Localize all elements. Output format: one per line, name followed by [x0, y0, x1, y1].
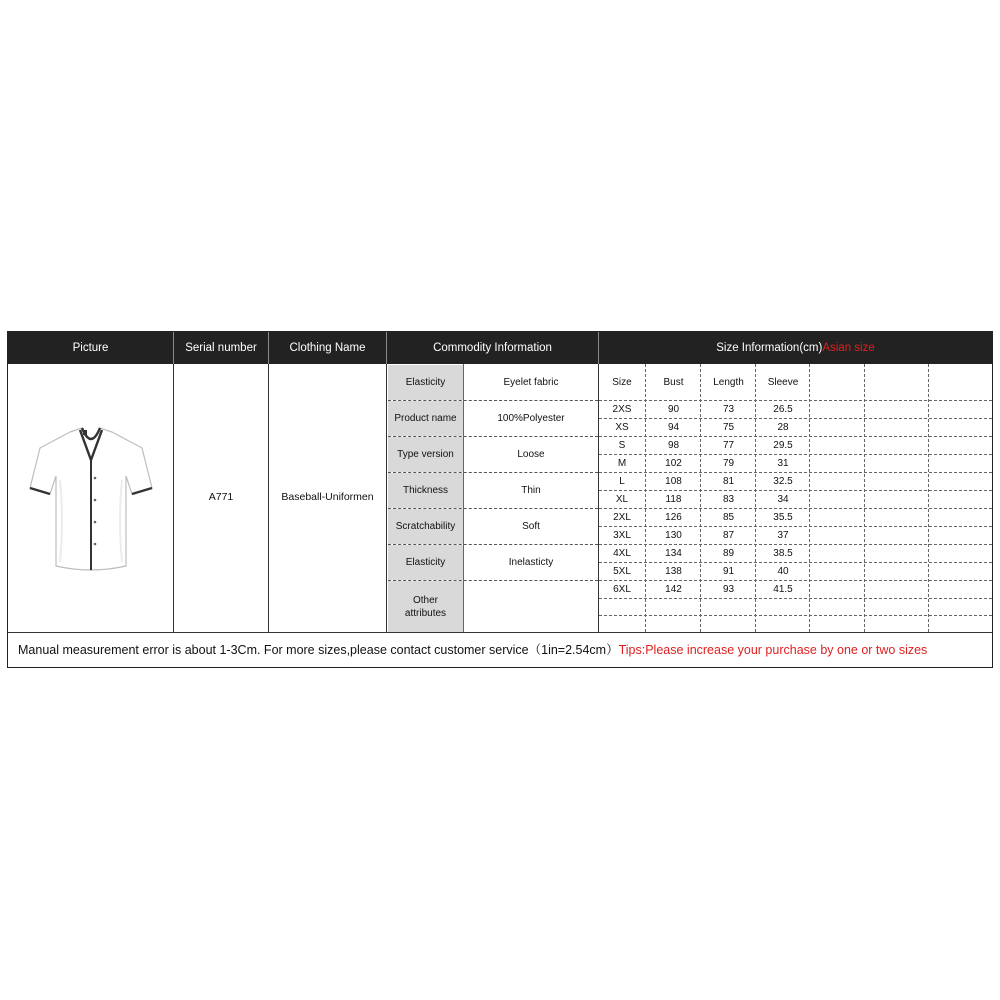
size-tip: Tips:Please increase your purchase by one or two sizes: [618, 643, 928, 657]
commodity-value: Eyelet fabric: [503, 377, 559, 388]
white-baseball-jersey-icon: [20, 420, 162, 580]
sleeve-cell: 40: [777, 566, 789, 577]
sleeve-cell: 31: [777, 458, 789, 469]
commodity-label: Product name: [388, 401, 463, 436]
commodity-value: Loose: [517, 449, 545, 460]
sleeve-cell: 34: [777, 494, 789, 505]
header-clothing-name: Clothing Name: [289, 342, 366, 354]
length-cell: 75: [722, 422, 735, 433]
size-table-row: [599, 581, 992, 599]
length-cell: 89: [722, 548, 735, 559]
bust-cell: 142: [665, 584, 682, 595]
size-table-row: [599, 401, 992, 419]
size-table-header: [599, 365, 992, 400]
size-column-header: Size: [612, 377, 632, 388]
size-table-row: [599, 509, 992, 527]
length-cell: 81: [722, 476, 735, 487]
size-cell: XL: [615, 494, 629, 505]
table-header: [8, 332, 992, 364]
length-cell: 91: [722, 566, 735, 577]
header-commodity-information: Commodity Information: [433, 342, 552, 354]
bust-cell: 98: [667, 440, 680, 451]
sleeve-cell: 37: [777, 530, 789, 541]
clothing-name-value: Baseball-Uniformen: [281, 491, 374, 503]
sleeve-column-header: Sleeve: [767, 377, 799, 388]
size-cell: 5XL: [613, 566, 631, 577]
commodity-value: Inelasticty: [508, 557, 554, 568]
size-table-row: [599, 545, 992, 563]
bust-column-header: Bust: [663, 377, 684, 388]
bust-cell: 94: [667, 422, 680, 433]
bust-cell: 138: [665, 566, 682, 577]
commodity-label: Scratchability: [388, 509, 463, 544]
sleeve-cell: 28: [777, 422, 789, 433]
size-cell: S: [618, 440, 626, 451]
size-table-row: [599, 419, 992, 437]
length-cell: 85: [722, 512, 735, 523]
header-picture: Picture: [72, 342, 109, 354]
length-cell: 77: [722, 440, 735, 451]
header-size-information: [599, 332, 992, 364]
size-information-title: Size Information(cm): [716, 342, 823, 354]
serial-number-value: A771: [208, 491, 234, 503]
length-column-header: Length: [713, 377, 744, 388]
size-table-row: [599, 473, 992, 491]
size-cell: 3XL: [613, 530, 631, 541]
product-image: [20, 420, 162, 580]
measurement-error-text: Manual measurement error is about 1-3Cm. For more sizes,please contact customer service（1in=2.54cm）: [18, 643, 619, 657]
size-cell: 6XL: [613, 584, 631, 595]
size-cell: XS: [615, 422, 629, 433]
size-table-row: [599, 437, 992, 455]
bust-cell: 90: [667, 404, 680, 415]
commodity-label: Thickness: [388, 473, 463, 508]
size-cell: M: [617, 458, 627, 469]
size-cell: 2XL: [613, 512, 631, 523]
size-chart-sheet: [7, 331, 993, 668]
length-cell: 87: [722, 530, 735, 541]
commodity-value: Thin: [521, 485, 541, 496]
sleeve-cell: 32.5: [773, 476, 793, 487]
commodity-value: [464, 581, 598, 632]
length-cell: 73: [722, 404, 735, 415]
bust-cell: 126: [665, 512, 682, 523]
length-cell: 79: [722, 458, 735, 469]
commodity-label: Type version: [388, 437, 463, 472]
commodity-label: Other attributes: [388, 581, 463, 632]
header-serial-number: Serial number: [185, 342, 257, 354]
length-cell: 93: [722, 584, 735, 595]
sleeve-cell: 29.5: [773, 440, 793, 451]
commodity-value: 100%Polyester: [497, 413, 565, 424]
bust-cell: 102: [665, 458, 682, 469]
asian-size-note: Asian size: [822, 342, 875, 354]
size-table-row: [599, 491, 992, 509]
bust-cell: 130: [665, 530, 682, 541]
size-cell: 4XL: [613, 548, 631, 559]
size-table-row: [599, 563, 992, 581]
bust-cell: 134: [665, 548, 682, 559]
size-cell: 2XS: [612, 404, 632, 415]
commodity-value: Soft: [522, 521, 540, 532]
commodity-label: Elasticity: [388, 365, 463, 400]
measurement-note: [8, 633, 992, 667]
size-cell: L: [619, 476, 625, 487]
commodity-label: Elasticity: [388, 545, 463, 580]
sleeve-cell: 41.5: [773, 584, 793, 595]
sleeve-cell: 26.5: [773, 404, 793, 415]
bust-cell: 108: [665, 476, 682, 487]
length-cell: 83: [722, 494, 735, 505]
sleeve-cell: 38.5: [773, 548, 793, 559]
bust-cell: 118: [665, 494, 682, 505]
size-table-row: [599, 527, 992, 545]
size-table-row: [599, 455, 992, 473]
sleeve-cell: 35.5: [773, 512, 793, 523]
